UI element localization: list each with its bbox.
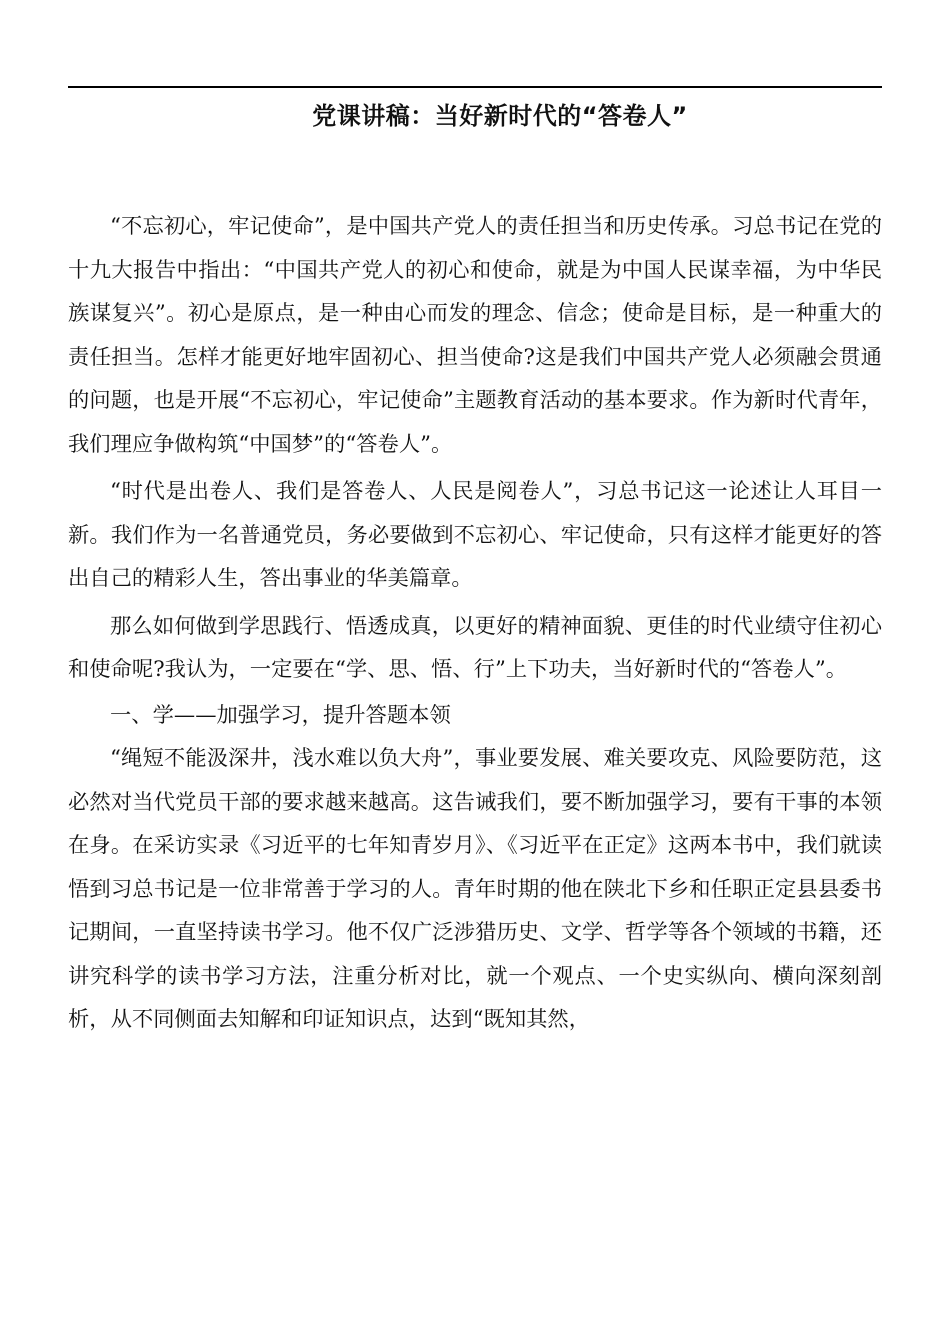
paragraph-intro: “不忘初心，牢记使命”，是中国共产党人的责任担当和历史传承。习总书记在党的十九大报告中指出：“中国共产党人的初心和使命，就是为中国人民谋幸福，为中华民族谋复兴”。初心是原点，是一种由心而发的理念、信念；使命是目标，是一种重大的责任担当。怎样才能更好地牢固初心、担当使命?这是我们中国共产党人必须融会贯通的问题，也是开展“不忘初心，牢记使命”主题教育活动的基本要求。作为新时代青年，我们理应争做构筑“中国梦”的“答卷人”。 <box>68 214 882 457</box>
paragraph-examinee: “时代是出卷人、我们是答卷人、人民是阅卷人”，习总书记这一论述让人耳目一新。我们作为一名普通党员，务必要做到不忘初心、牢记使命，只有这样才能更好的答出自己的精彩人生，答出事业的华美篇章。 <box>68 479 882 591</box>
document-title: 党课讲稿：当好新时代的“答卷人” <box>312 102 688 130</box>
paragraph-study: “绳短不能汲深井，浅水难以负大舟”，事业要发展、难关要攻克、风险要防范，这必然对当代党员干部的要求越来越高。这告诫我们，要不断加强学习，要有干事的本领在身。在采访实录《习近平的七年知青岁月》、《习近平在正定》这两本书中，我们就读悟到习总书记是一位非常善于学习的人。青年时期的他在陕北下乡和任职正定县县委书记期间，一直坚持读书学习。他不仅广泛涉猎历史、文学、哲学等各个领域的书籍，还讲究科学的读书学习方法，注重分析对比，就一个观点、一个史实纵向、横向深刻剖析，从不同侧面去知解和印证知识点，达到“既知其然， <box>68 746 882 1032</box>
section-heading-study: 一、学——加强学习，提升答题本领 <box>110 702 451 728</box>
paragraph-how: 那么如何做到学思践行、悟透成真，以更好的精神面貌、更佳的时代业绩守住初心和使命呢?我认为，一定要在“学、思、悟、行”上下功夫，当好新时代的“答卷人”。 <box>68 613 882 682</box>
header-rule <box>68 86 882 88</box>
document-body <box>68 205 882 1042</box>
